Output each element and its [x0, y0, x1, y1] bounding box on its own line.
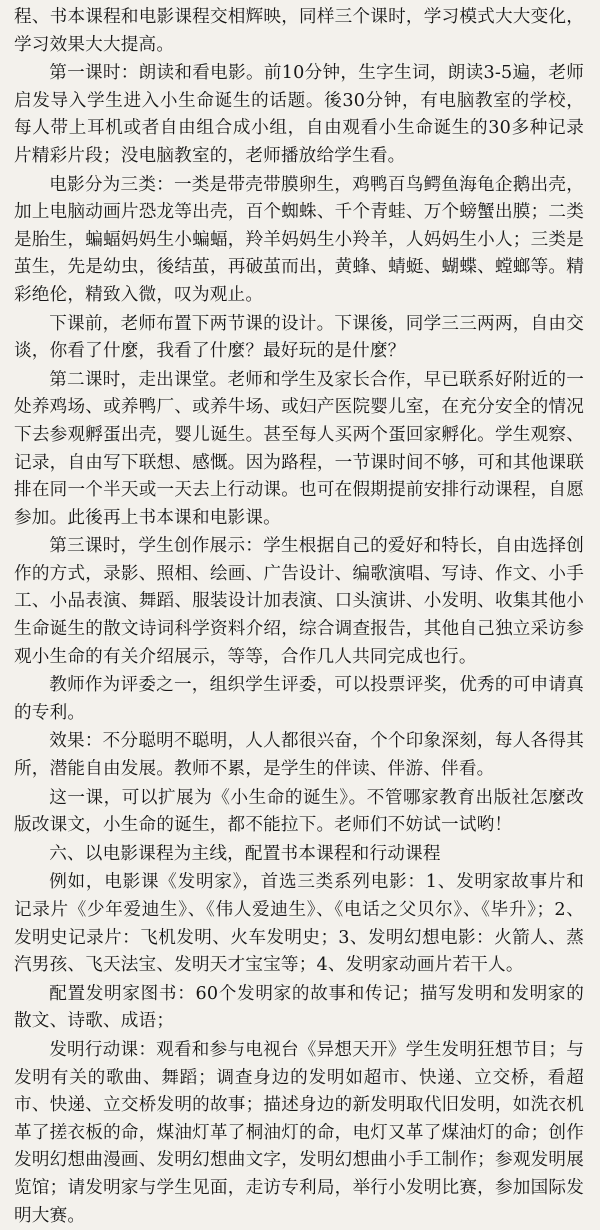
paragraph-extension: 这一课，可以扩展为《小生命的诞生》。不管哪家教育出版社怎麼改版改课文，小生命的诞生，都不能拉下。老师们不妨试一试哟！	[14, 787, 584, 836]
paragraph-inventor-films: 例如，电影课《发明家》，首选三类系列电影：1、发明家故事片和记录片《少年爱迪生》、《伟人爱迪生》、《电话之父贝尔》、《毕升》；2、发明史记录片：飞机发明、火车发明史；3、发明幻想电影：火箭人、蒸汽男孩、飞天法宝、发明天才宝宝等；4、发明家动画片若干人。	[14, 872, 584, 976]
section-heading-six: 六、以电影课程为主线，配置书本课程和行动课程	[49, 843, 441, 864]
paragraph-teacher-judge: 教师作为评委之一，组织学生评委，可以投票评奖，优秀的可申请真的专利。	[14, 675, 584, 723]
paragraph-continuation: 程、书本课程和电影课程交相辉映，同样三个课时，学习模式大大变化，学习效果大大提高。	[14, 7, 584, 55]
paragraph-invention-activities: 发明行动课：观看和参与电视台《异想天开》学生发明狂想节目；与发明有关的歌曲、舞蹈；调查身边的发明如超市、快递、立交桥，看超市、快递、立交桥发明的故事；描述身边的新发明取代旧发明，如洗衣机革了搓衣板的命，煤油灯革了桐油灯的命，电灯又革了煤油灯的命；创作发明幻想曲漫画、发明幻想曲文字，发明幻想曲小手工制作；参观发明展览馆；请发明家与学生见面，走访专利局，举行小发明比赛，参加国际发明大赛。	[14, 1039, 584, 1226]
paragraph-lesson-two: 第二课时，走出课堂。老师和学生及家长合作，早已联系好附近的一处养鸡场、或养鸭厂、或养牛场、或妇产医院婴儿室，在充分安全的情况下去参观孵蛋出壳，婴儿诞生。甚至每人买两个蛋回家孵化。学生观察、记录，自由写下联想、感慨。因为路程，一节课时间不够，可和其他课联排在同一个半天或一天去上行动课。也可在假期提前安排行动课程，自愿参加。此後再上书本课和电影课。	[14, 369, 584, 528]
paragraph-effect: 效果：不分聪明不聪明，人人都很兴奋，个个印象深刻，每人各得其所，潜能自由发展。教师不累，是学生的伴读、伴游、伴看。	[14, 731, 584, 780]
paragraph-after-class: 下课前，老师布置下两节课的设计。下课後，同学三三两两，自由交谈，你看了什麼，我看了什麼？最好玩的是什麼？	[14, 313, 584, 362]
paragraph-inventor-books: 配置发明家图书：60个发明家的故事和传记；描写发明和发明家的散文、诗歌、成语；	[14, 983, 584, 1032]
paragraph-lesson-one: 第一课时：朗读和看电影。前10分钟，生字生词，朗读3-5遍，老师启发导入学生进入小生命诞生的话题。後30分钟，有电脑教室的学校，每人带上耳机或者自由组合成小组，自由观看小生命诞生的30多种记录片精彩片段；没电脑教室的，老师播放给学生看。	[14, 63, 584, 166]
paragraph-lesson-three: 第三课时，学生创作展示：学生根据自己的爱好和特长，自由选择创作的方式，录影、照相、绘画、广告设计、编歌演唱、写诗、作文、小手工、小品表演、舞蹈、服装设计加表演、口头演讲、小发明、收集其他小生命诞生的散文诗词科学资料介绍，综合调查报告，其他自己独立采访参观小生命的有关介绍展示，等等，合作几人共同完成也行。	[14, 536, 584, 667]
paragraph-film-categories: 电影分为三类：一类是带壳带膜卵生，鸡鸭百鸟鳄鱼海龟企鹅出壳，加上电脑动画片恐龙等出壳，百个蜘蛛、千个青蛙、万个螃蟹出膜；二类是胎生，蝙蝠妈妈生小蝙蝠，羚羊妈妈生小羚羊，人妈妈生小人；三类是茧生，先是幼虫，後结茧，再破茧而出，黄蜂、蜻蜓、蝴蝶、螳螂等。精彩绝伦，精致入微，叹为观止。	[14, 174, 584, 305]
